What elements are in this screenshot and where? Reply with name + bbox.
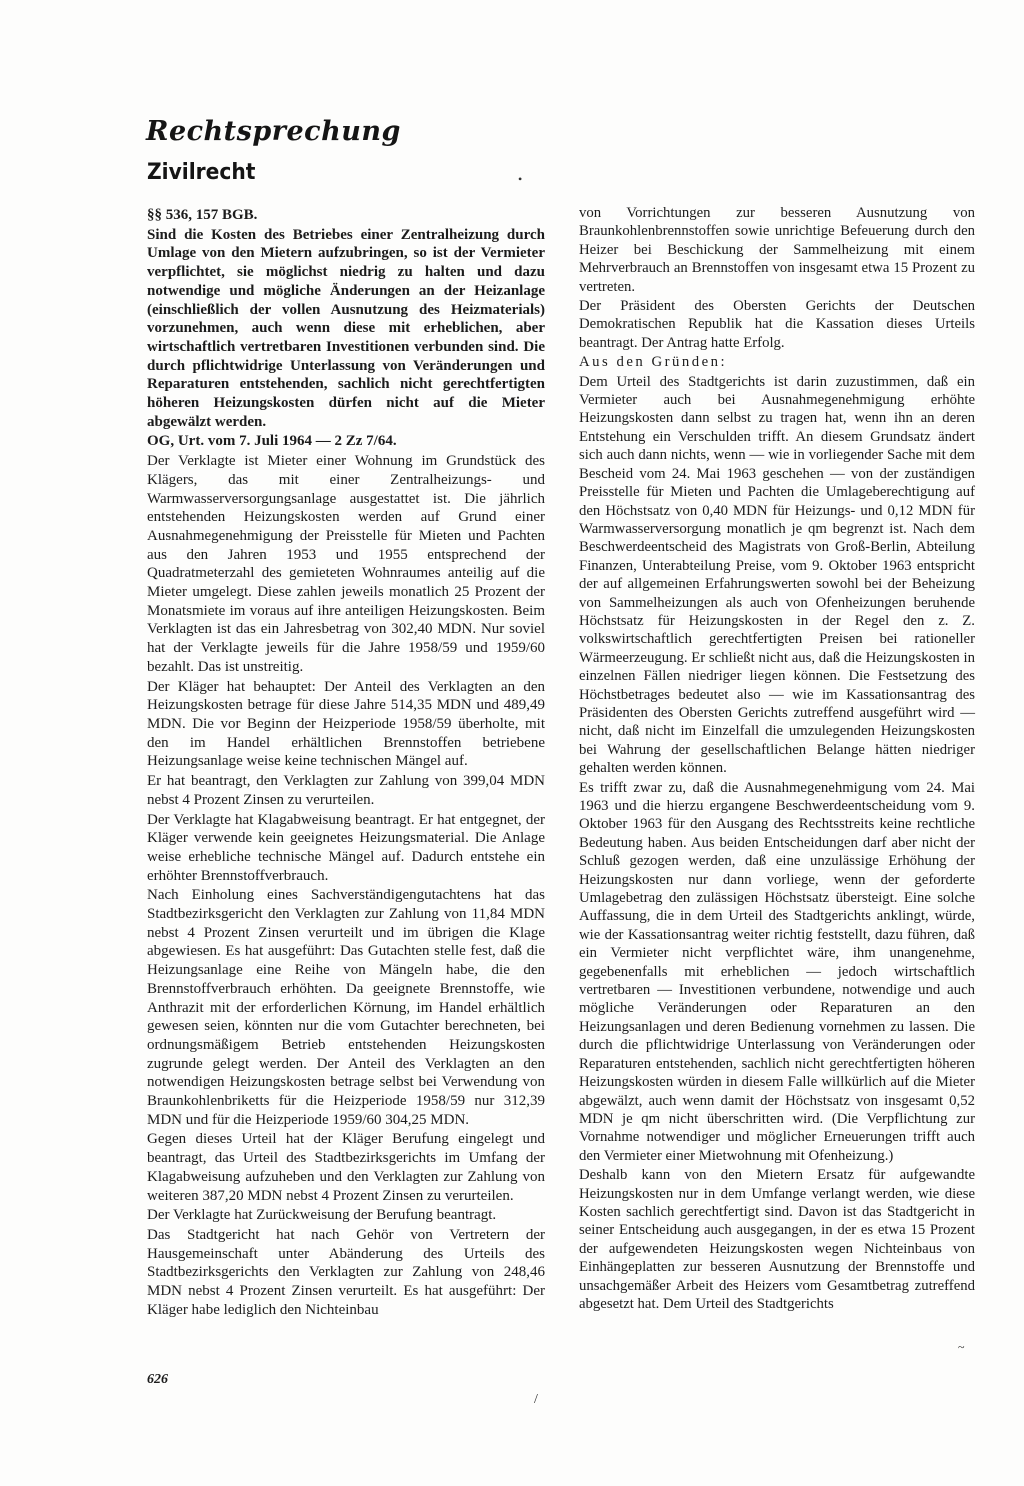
headnote: Sind die Kosten des Betriebes einer Zentralheizung durch Umlage von den Mietern aufzubringen, so ist der Vermieter verpflichtet, sie möglichst niedrig zu halten und dazu notwendige und mögliche Änderungen an der Heizanlage (einschließlich der vollen Ausnutzung des Heizmaterials) vorzunehmen, auch wenn diese mit erheblichen, aber wirtschaftlich vertretbaren Investitionen verbunden sind. Die durch pflichtwidrige Unterlassung von Veränderungen und Reparaturen entstehenden, sachlich nicht gerechtfertigten höheren Heizungskosten dürfen nicht auf die Mieter abgewälzt werden. [147,226,545,430]
left-column [147,206,545,1320]
court-citation: OG, Urt. vom 7. Juli 1964 — 2 Zz 7/64. [147,433,397,450]
section-title: Zivilrecht [147,160,256,185]
page-number: 626 [147,1372,168,1387]
paragraph: Der Verklagte hat Zurückweisung der Berufung beantragt. [147,1207,497,1224]
paragraph: Gegen dieses Urteil hat der Kläger Berufung eingelegt und beantragt, das Urteil des Stadtbezirksgerichts im Umfang der Klagabweisung aufzuheben und den Verklagten zur Zahlung von weiteren 387,20 MDN nebst 4 Prozent Zinsen zu verurteilen. [147,1131,545,1204]
rubric-title: Rechtsprechung [146,116,401,147]
paragraph: Der Kläger hat behauptet: Der Anteil des Verklagten an den Heizungskosten betrage für diese Jahre 514,35 MDN und 489,49 MDN. Die vor Beginn der Heizperiode 1958/59 überholte, mit den im Handel erhältlichen Brennstoffen betriebene Heizungsanlage weise keine technischen Mängel auf. [147,678,545,770]
paragraph: Der Verklagte ist Mieter einer Wohnung im Grundstück des Klägers, das mit einer Zentralheizungs- und Warmwasserversorgungsanlage ausgestattet ist. Die jährlich entstehenden Heizungskosten werden auf Grund einer Ausnahmegenehmigung der Preisstelle für Mieten und Pachten aus den Jahren 1953 und 1955 entsprechend der Quadratmeterzahl des gemieteten Wohnraumes anteilig auf die Mieter umgelegt. Diese zahlen jeweils monatlich 25 Prozent der Monatsmiete im voraus auf ihre anteiligen Heizungskosten. Beim Verklagten ist das ein Jahresbetrag von 302,40 MDN. Nur soviel hat der Verklagte jeweils für die Jahre 1958/59 und 1959/60 bezahlt. Das ist unstreitig. [147,453,545,675]
paragraph: Der Verklagte hat Klagabweisung beantragt. Er hat entgegnet, der Kläger verwende kein geeignetes Heizungsmaterial. Die Anlage weise erhebliche technische Mängel auf. Dadurch entstehe ein erhöhter Brennstoffverbrauch. [147,811,545,884]
legal-norm: §§ 536, 157 BGB. [147,207,258,223]
paragraph: Der Präsident des Obersten Gerichts der Deutschen Demokratischen Republik hat die Kassation dieses Urteils beantragt. Der Antrag hatte Erfolg. [579,298,975,351]
paragraph: Er hat beantragt, den Verklagten zur Zahlung von 399,04 MDN nebst 4 Prozent Zinsen zu verurteilen. [147,773,545,808]
paragraph: von Vorrichtungen zur besseren Ausnutzung von Braunkohlenbrennstoffen sowie unrichtige Befeuerung durch den Heizer bei Beschickung der Sammelheizung mit einem Mehrverbrauch an Brennstoffen von insgesamt etwa 15 Prozent zu vertreten. [579,205,975,295]
paragraph: Das Stadtgericht hat nach Gehör von Vertretern der Hausgemeinschaft unter Abänderung des Urteils des Stadtbezirksgerichts den Verklagten zur Zahlung von 248,46 MDN nebst 4 Prozent Zinsen verurteilt. Es hat ausgeführt: Der Kläger habe lediglich den Nichteinbau [147,1226,545,1318]
stray-tick-mark: / [534,1392,538,1407]
paragraph: Dem Urteil des Stadtgerichts ist darin zuzustimmen, daß ein Vermieter auch bei Ausnahmegenehmigung erhöhte Heizungskosten dann selbst zu tragen hat, wenn ihn an deren Entstehung ein Verschulden trifft. An diesem Grundsatz ändert sich auch dann nichts, wenn — wie in vorliegender Sache mit dem Bescheid vom 24. Mai 1963 geschehen — von der zuständigen Preisstelle für Mieten und Pachten die Umlageberechtigung auf den Höchstsatz von 0,40 MDN für Heizungs- und 0,12 MDN für Warmwasserversorgung monatlich je qm begrenzt ist. Nach dem Beschwerdeentscheid des Magistrats von Groß-Berlin, Abteilung Finanzen, Unterabteilung Preise, vom 9. Oktober 1963 entspricht der auf allgemeinen Erfahrungswerten sowohl bei der Beheizung von Sammelheizungen als auch von Ofenheizungen beruhende Höchstsatz für Heizungskosten in der Regel den z. Z. volkswirtschaftlich gerechtfertigten Preisen bei rationeller Wärmeerzeugung. Er schließt nicht aus, daß die Heizungskosten in einzelnen Fällen niedriger liegen können. Die Festsetzung des Höchstbetrages bedeutet also — wie im Kassationsantrag des Präsidenten des Obersten Gerichts zutreffend ausgeführt wird — nicht, daß nicht im Einzelfall die umzulegenden Heizungskosten bei Wahrung der gesellschaftlichen Belange hätten niedriger gehalten werden können. [579,373,975,777]
paragraph: Deshalb kann von den Mietern Ersatz für aufgewandte Heizungskosten nur in dem Umfange verlangt werden, wie diese Kosten sachlich gerechtfertigt sind. Davon ist das Stadtgericht in seiner Entscheidung auch ausgegangen, in der es etwa 15 Prozent der aufgewendeten Heizungskosten wegen Nichteinbaus von Einhängeplatten zur besseren Ausnutzung der Brennstoffe und unsachgemäßer Arbeit des Heizers vom Gesamtbetrag zutreffend abgesetzt hat. Dem Urteil des Stadtgerichts [579,1167,975,1312]
stray-dot-mark: • [518,172,523,186]
paragraph: Nach Einholung eines Sachverständigengutachtens hat das Stadtbezirksgericht den Verklagten zur Zahlung von 11,84 MDN nebst 4 Prozent Zinsen verurteilt und im übrigen die Klage abgewiesen. Es hat ausgeführt: Das Gutachten stelle fest, daß die Heizungsanlage eine Reihe von Mängeln habe, die den Brennstoffverbrauch erhöhten. Da geeignete Brennstoffe, wie Anthrazit mit der erforderlichen Körnung, im Handel erhältlich gewesen seien, könnten nur die vom Gutachter berechneten, bei ordnungsmäßigem Betrieb entstehenden Heizungskosten zugrunde gelegt werden. Der Anteil des Verklagten an den notwendigen Heizungskosten betrage selbst bei Verwendung von Braunkohlenbriketts für die Heizperiode 1958/59 nur 312,39 MDN und für die Heizperiode 1959/60 304,25 MDN. [147,887,545,1128]
paragraph: Es trifft zwar zu, daß die Ausnahmegenehmigung vom 24. Mai 1963 und die hierzu ergangene Beschwerdeentscheidung vom 9. Oktober 1963 für den Ausgang des Rechtsstreits keine rechtliche Bedeutung haben. Aus beiden Entscheidungen darf aber nicht der Schluß gezogen werden, daß eine unzulässige Erhöhung der Heizungskosten nur dann vorliege, wenn der geforderte Umlagebetrag den zulässigen Höchstsatz übersteigt. Eine solche Auffassung, die in dem Urteil des Stadtgerichts anklingt, würde, wie der Kassationsantrag weiter richtig feststellt, dazu führen, daß ein Vermieter nicht verpflichtet wäre, ihm unangenehme, gegebenenfalls mit erheblichen — jedoch wirtschaftlich vertretbaren — Investitionen verbundene, notwendige und auch mögliche Veränderungen oder Reparaturen an den Heizungsanlagen und deren Bedienung vornehmen zu lassen. Die durch die pflichtwidrige Unterlassung von Veränderungen oder Reparaturen entstehenden, sachlich nicht gerechtfertigten höheren Heizungskosten würden in diesem Falle willkürlich auf die Mieter abgewälzt, auch wenn damit der Höchstsatz von insgesamt 0,52 MDN je qm nicht überschritten wird. (Die Verpflichtung zur Vornahme notwendiger und möglicher Erneuerungen trifft auch den Vermieter einer Mietwohnung mit Ofenheizung.) [579,779,975,1164]
reasons-heading: Aus den Gründen: [579,354,728,371]
stray-corner-mark: ~ [958,1340,965,1354]
right-column [579,204,975,1314]
